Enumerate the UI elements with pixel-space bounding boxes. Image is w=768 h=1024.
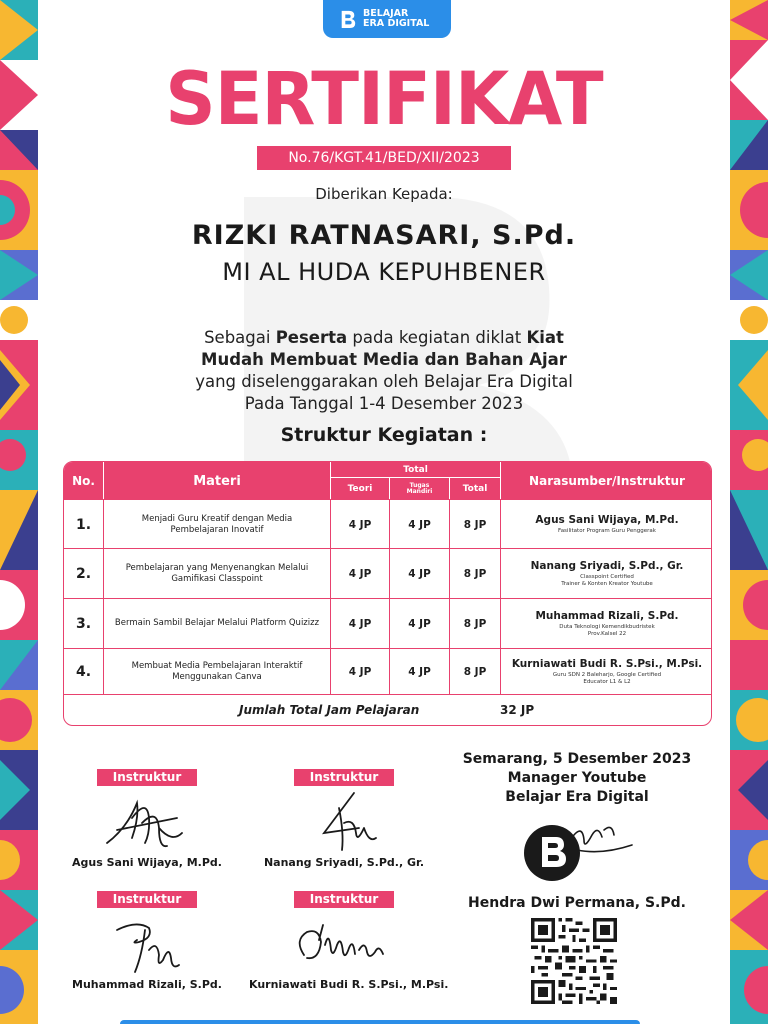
instructor-signature-block xyxy=(249,888,449,991)
row-teori: 4 JP xyxy=(331,549,390,598)
table-row xyxy=(64,598,711,648)
signature-icon xyxy=(87,788,207,856)
row-narasumber xyxy=(501,549,712,598)
table-row xyxy=(64,548,711,598)
header-materi: Materi xyxy=(104,462,331,500)
row-total: 8 JP xyxy=(450,599,501,648)
manager-stamp-signature-icon xyxy=(522,815,642,885)
structure-title: Struktur Kegiatan : xyxy=(280,424,488,446)
signature-icon xyxy=(87,910,207,978)
row-tugas: 4 JP xyxy=(390,599,450,648)
narasumber-role: Guru SDN 2 Baleharjo, Google Certified Educator L1 & L2 xyxy=(552,672,662,685)
table-total-row xyxy=(64,694,711,726)
narasumber-name: Agus Sani Wijaya, M.Pd. xyxy=(535,514,679,527)
instructor-name: Muhammad Rizali, S.Pd. xyxy=(72,978,222,991)
desc-text: pada kegiatan diklat xyxy=(347,328,527,347)
brand-logo xyxy=(323,0,451,38)
bottom-accent-bar xyxy=(120,1020,640,1024)
instructor-badge: Instruktur xyxy=(294,769,395,786)
row-number: 3. xyxy=(64,599,104,648)
manager-name: Hendra Dwi Permana, S.Pd. xyxy=(468,895,686,911)
row-tugas: 4 JP xyxy=(390,649,450,694)
row-teori: 4 JP xyxy=(331,500,390,549)
row-materi: Membuat Media Pembelajaran Interaktif Menggunakan Canva xyxy=(104,649,331,694)
total-value: 32 JP xyxy=(500,703,535,717)
header-total: Total xyxy=(450,478,501,500)
row-total: 8 JP xyxy=(450,649,501,694)
recipient-school: MI AL HUDA KEPUHBENER xyxy=(222,258,546,286)
header-tugas-mandiri: Tugas Mandiri xyxy=(390,478,450,500)
manager-title: Manager Youtube xyxy=(507,770,647,786)
activity-table xyxy=(63,461,712,726)
table-row xyxy=(64,499,711,549)
instructor-signature-block xyxy=(249,766,439,869)
left-decorative-border xyxy=(0,0,38,1024)
row-narasumber xyxy=(501,599,712,648)
row-materi: Menjadi Guru Kreatif dengan Media Pembelajaran Inovatif xyxy=(104,500,331,549)
narasumber-name: Nanang Sriyadi, S.Pd., Gr. xyxy=(530,560,684,572)
header-narasumber: Narasumber/Instruktur xyxy=(529,474,685,488)
row-narasumber xyxy=(501,649,712,694)
header-no: No. xyxy=(64,462,104,500)
manager-block xyxy=(442,750,712,807)
row-total: 8 JP xyxy=(450,549,501,598)
narasumber-role: Classpoint Certified Trainer & Konten Kreator Youtube xyxy=(561,574,653,587)
row-materi: Pembelajaran yang Menyenangkan Melalui Gamifikasi Classpoint xyxy=(104,549,331,598)
header-teori: Teori xyxy=(331,478,390,500)
narasumber-name: Muhammad Rizali, S.Pd. xyxy=(535,610,679,622)
row-number: 1. xyxy=(64,500,104,549)
narasumber-role: Fasilitator Program Guru Penggerak xyxy=(558,528,656,535)
total-label: Jumlah Total Jam Pelajaran xyxy=(239,703,420,717)
narasumber-role: Duta Teknologi Kemendikbudristek Prov.Kalsel 22 xyxy=(559,624,655,637)
desc-organizer: yang diselenggarakan oleh Belajar Era Digital xyxy=(195,372,573,391)
row-tugas: 4 JP xyxy=(390,549,450,598)
row-number: 2. xyxy=(64,549,104,598)
row-materi: Bermain Sambil Belajar Melalui Platform Quizizz xyxy=(104,599,331,648)
instructor-signature-block xyxy=(52,766,242,869)
signature-icon xyxy=(284,788,404,856)
desc-role: Peserta xyxy=(275,328,348,347)
brand-logo-text: BELAJAR ERA DIGITAL xyxy=(363,8,430,29)
brand-logo-icon xyxy=(339,9,357,29)
certificate-title: SERTIFIKAT xyxy=(165,55,603,143)
manager-org: Belajar Era Digital xyxy=(505,789,649,805)
row-narasumber xyxy=(501,500,712,549)
desc-event: Kiat xyxy=(526,328,564,347)
manager-place-date: Semarang, 5 Desember 2023 xyxy=(462,751,692,767)
desc-event: Mudah Membuat Media dan Bahan Ajar xyxy=(201,350,567,369)
instructor-name: Agus Sani Wijaya, M.Pd. xyxy=(72,856,222,869)
table-row xyxy=(64,648,711,694)
instructor-badge: Instruktur xyxy=(97,769,198,786)
row-total: 8 JP xyxy=(450,500,501,549)
desc-text: Sebagai xyxy=(204,328,276,347)
table-header xyxy=(64,462,711,500)
recipient-name: RIZKI RATNASARI, S.Pd. xyxy=(191,220,577,251)
instructor-name: Kurniawati Budi R. S.Psi., M.Psi. xyxy=(249,978,449,991)
instructor-badge: Instruktur xyxy=(97,891,198,908)
given-to-label: Diberikan Kepada: xyxy=(315,185,453,203)
row-teori: 4 JP xyxy=(331,599,390,648)
instructor-name: Nanang Sriyadi, S.Pd., Gr. xyxy=(263,856,425,869)
certificate-number: No.76/KGT.41/BED/XII/2023 xyxy=(257,146,511,170)
instructor-badge: Instruktur xyxy=(294,891,395,908)
desc-date: Pada Tanggal 1-4 Desember 2023 xyxy=(244,394,524,413)
row-teori: 4 JP xyxy=(331,649,390,694)
qr-code-icon xyxy=(528,918,620,1004)
row-tugas: 4 JP xyxy=(390,500,450,549)
signature-icon xyxy=(279,910,409,978)
row-number: 4. xyxy=(64,649,104,694)
instructor-signature-block xyxy=(52,888,242,991)
narasumber-name: Kurniawati Budi R. S.Psi., M.Psi. xyxy=(511,658,703,670)
right-decorative-border xyxy=(730,0,768,1024)
header-total-group: Total xyxy=(331,462,501,478)
certificate-description xyxy=(0,327,768,415)
